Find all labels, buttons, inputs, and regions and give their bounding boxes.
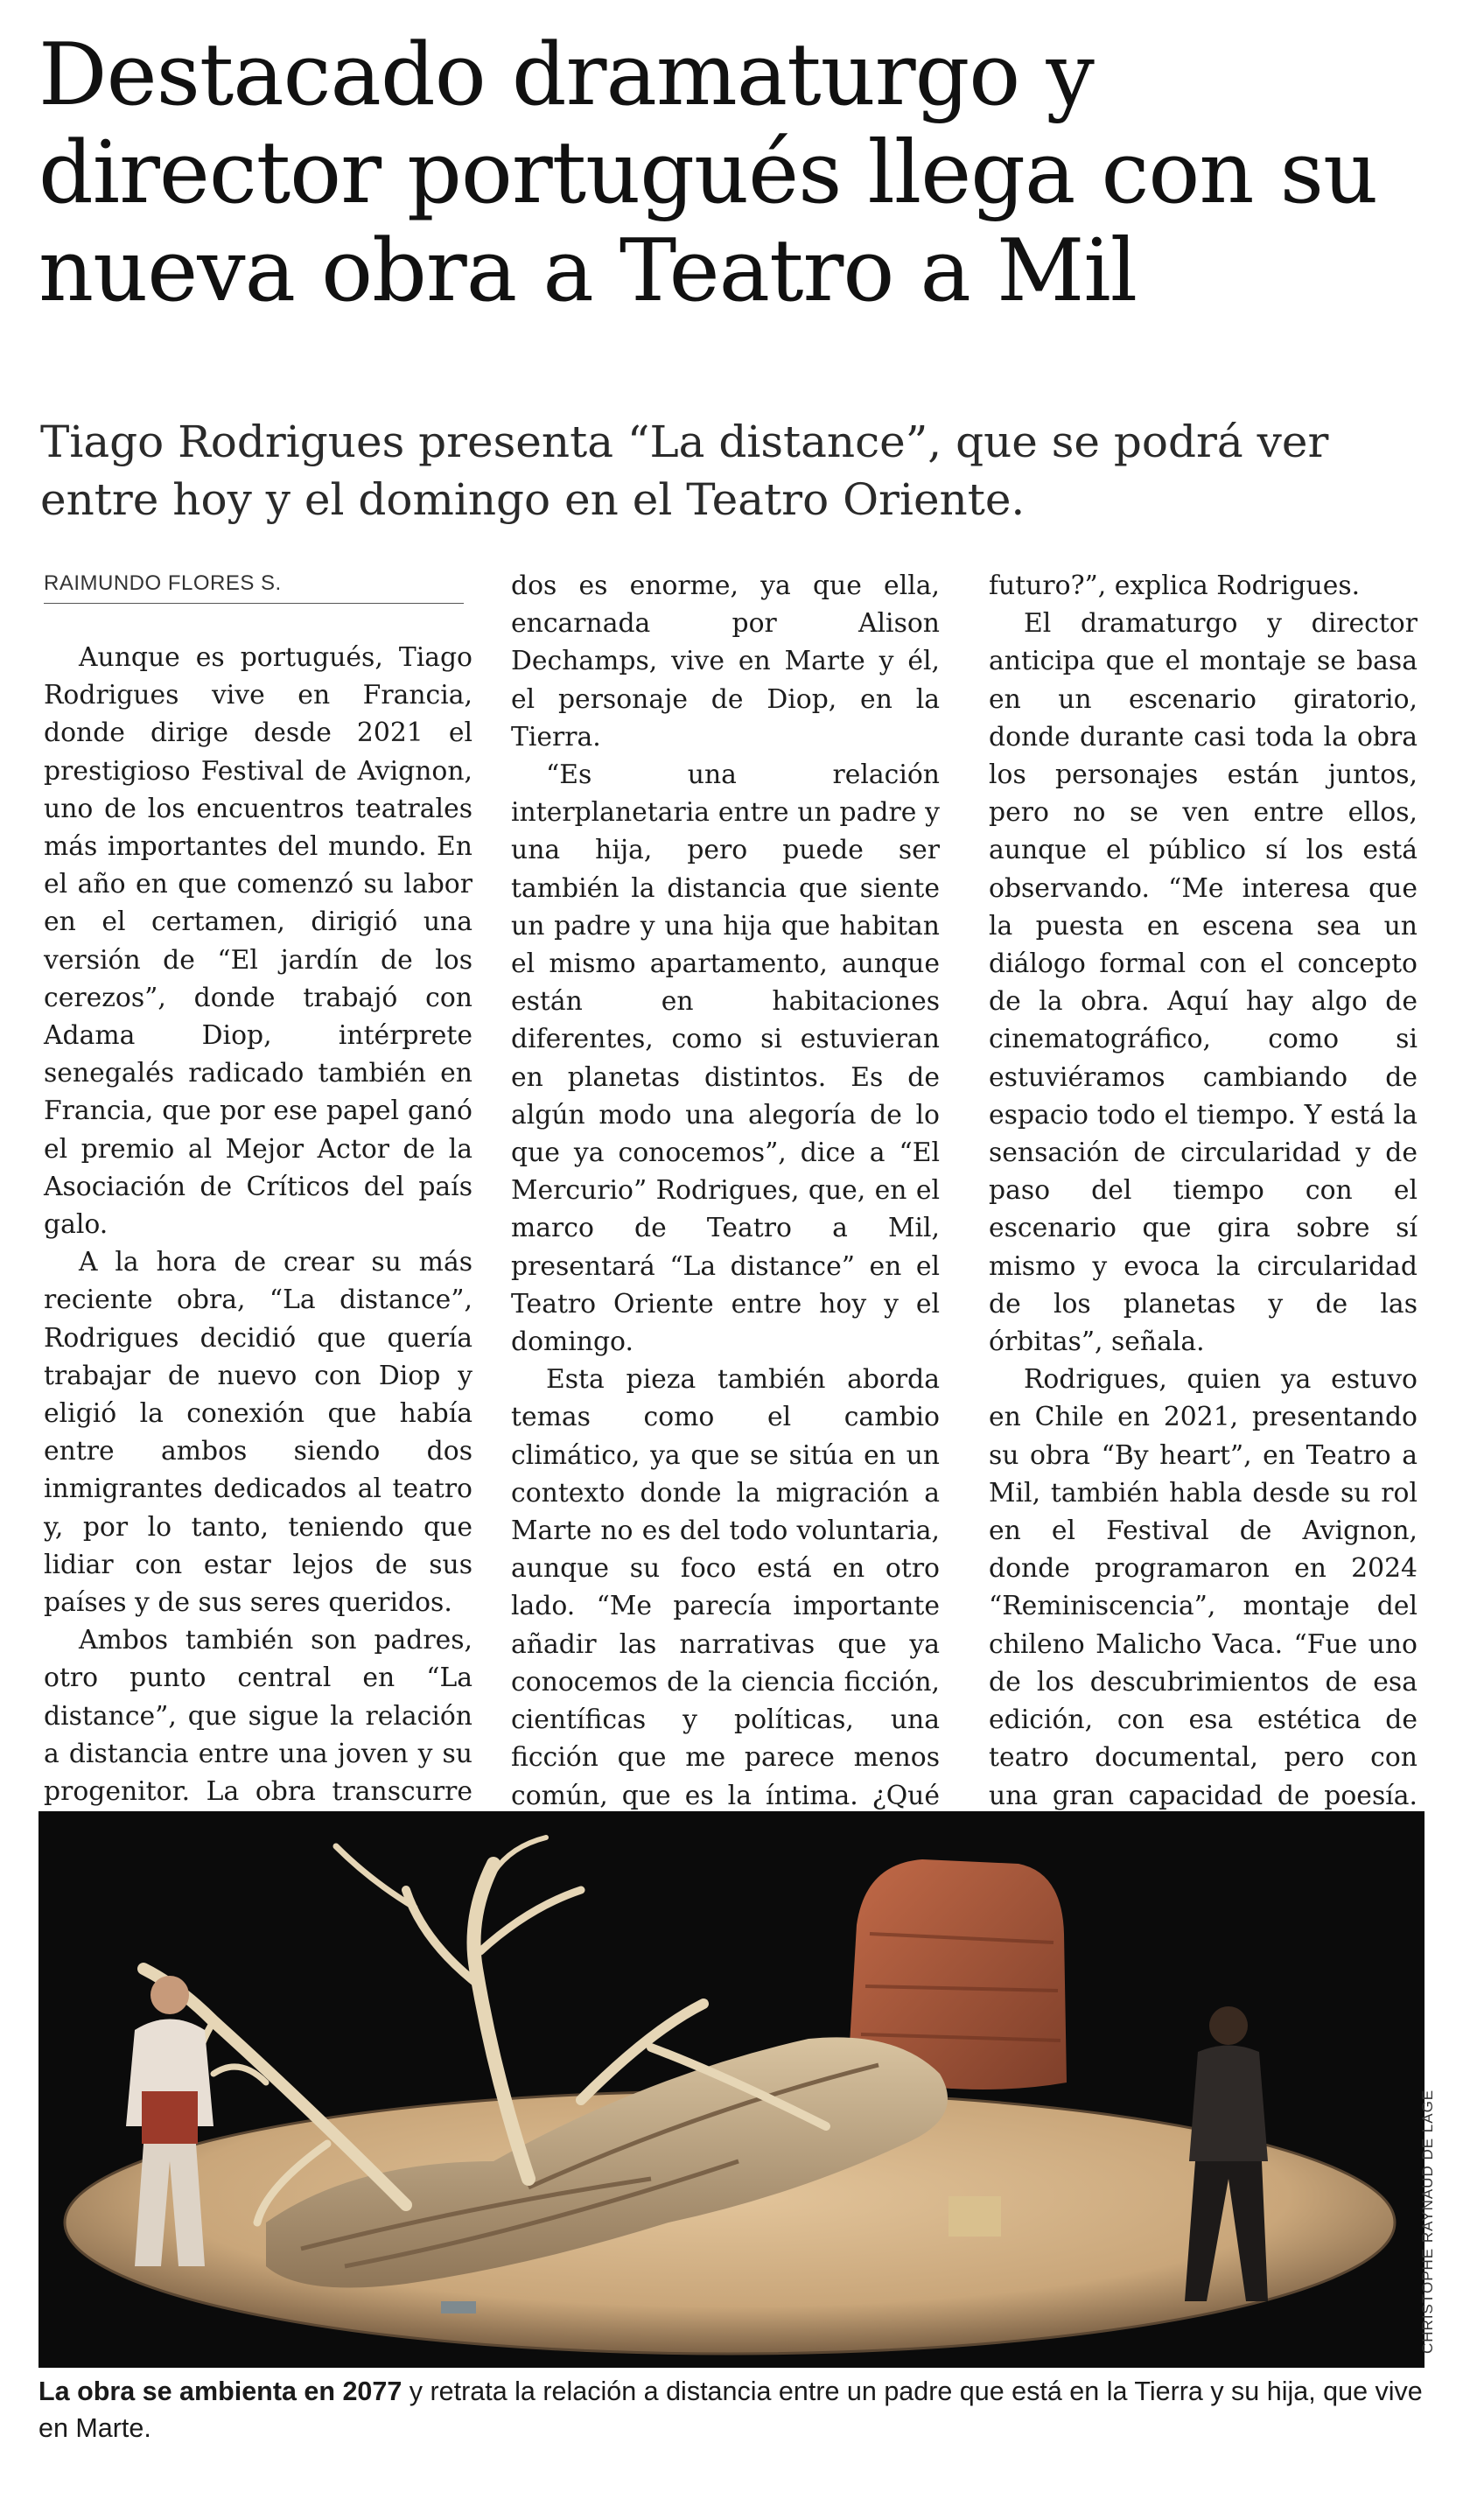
paragraph: Ambos también son padres, otro punto central en “La distance”, que sigue la relación a distancia entre una joven y su progenitor. La obra transcurre (44, 1625, 472, 1808)
caption-lead: La obra se ambienta en 2077 (38, 2376, 402, 2406)
small-box (948, 2196, 1001, 2236)
paragraph: dos es enorme, ya que ella, encarnada por Alison Dechamps, vive en Marte y él, el personaje de Diop, en la Tierra. (511, 570, 940, 752)
paragraph: Rodrigues, quien ya estuvo en Chile en 2021, presentando su obra “By heart”, en Teatro a Mil, también habla desde su rol en el Festival de Avignon, donde programaron en 2024 “Reminiscencia”, montaje del chileno Malicho Vaca. “Fue uno de los descubrimientos de esa edición, con esa estética de teatro documental, pero con una gran capacidad de poesía. (989, 1364, 1418, 1811)
paragraph: El dramaturgo y director anticipa que el montaje se basa en un escenario giratorio, donde durante casi toda la obra los personajes están juntos, pero no se ven entre ellos, aunque el público sí los está observando. “Me interesa que la puesta en escena sea un diálogo formal con el concepto de la obra. Aquí hay algo de cinematográfico, como si estuviéramos cambiando de espacio todo el tiempo. Y está la sensación de circularidad y de paso del tiempo con el escenario que gira sobre sí mismo y evoca la circularidad de los planetas y de las órbitas”, señala. (989, 608, 1418, 1358)
article-column-1 (44, 639, 472, 1886)
paragraph: futuro?”, explica Rodrigues. (989, 570, 1361, 601)
stage-photo (38, 1811, 1424, 2368)
article-column-2 (511, 567, 940, 1928)
article-column-3 (989, 567, 1418, 1890)
paragraph: Esta pieza también aborda temas como el cambio climático, ya que se sitúa en un contexto donde la migración a Marte no es del todo voluntaria, aunque su foco está en otro lado. “Me parecía importante añadir las narrativas que ya conocemos de la ciencia ficción, científicas y políticas, una ficción que me parece menos común, que es la íntima. ¿Qué (511, 1364, 940, 1811)
caption-text: y retrata la relación a distancia entre un padre que está en la Tierra y su hija, que vive en Marte. (38, 2376, 1423, 2443)
byline: RAIMUNDO FLORES S. (44, 571, 464, 604)
paragraph: A la hora de crear su más reciente obra, “La distance”, Rodrigues decidió que quería trabajar de nuevo con Diop y eligió la conexión que había entre ambos siendo dos inmigrantes dedicados al teatro y, por lo tanto, teniendo que lidiar con estar lejos de sus países y de sus seres queridos. (44, 1247, 472, 1619)
photo-credit: CHRISTOPHE RAYNAUD DE LAGE (1419, 2089, 1436, 2354)
photo-caption (38, 2373, 1430, 2446)
paragraph: Aunque es portugués, Tiago Rodrigues vive en Francia, donde dirige desde 2021 el prestigioso Festival de Avignon, uno de los encuentros teatrales más importantes del mundo. En el año en que comenzó su labor en el certamen, dirigió una versión de “El jardín de los cerezos”, donde trabajó con Adama Diop, intérprete senegalés radicado también en Francia, que por ese papel ganó el premio al Mejor Actor de la Asociación de Críticos del país galo. (44, 642, 472, 1241)
headline: Destacado dramaturgo y director portugués llega con su nueva obra a Teatro a Mil (38, 25, 1378, 321)
subheadline: Tiago Rodrigues presenta “La distance”, que se podrá ver entre hoy y el domingo en el Teatro Oriente. (40, 416, 1329, 525)
paragraph: “Es una relación interplanetaria entre un padre y una hija, pero puede ser también la distancia que siente un padre y una hija que habitan el mismo apartamento, aunque están en habitaciones diferentes, como si estuvieran en planetas distintos. Es de algún modo una alegoría de lo que ya conocemos”, dice a “El Mercurio” Rodrigues, que, en el marco de Teatro a Mil, presentará “La distance” en el Teatro Oriente entre hoy y el domingo. (511, 760, 940, 1358)
